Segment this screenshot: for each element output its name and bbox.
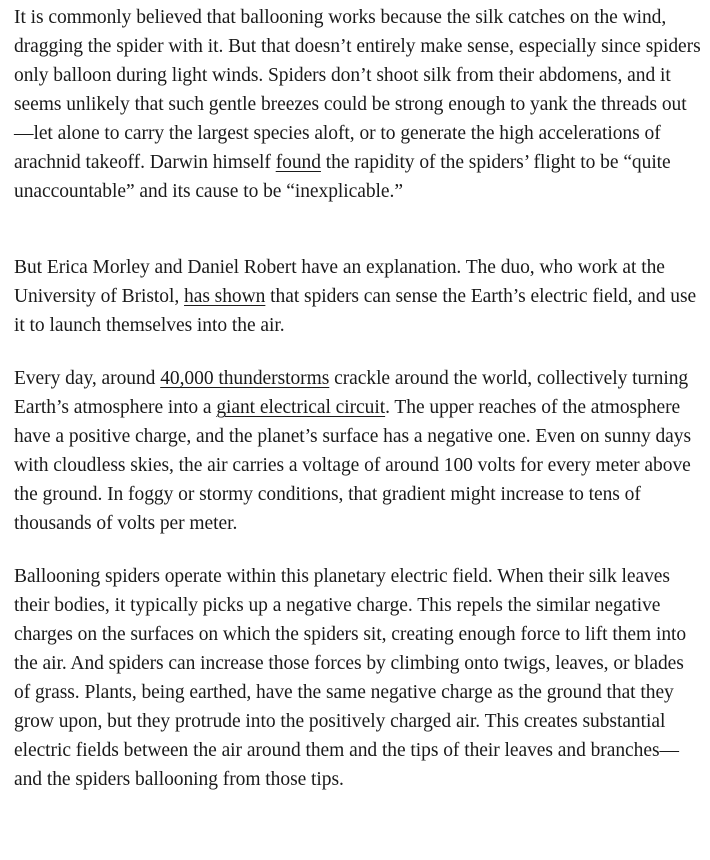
paragraph-1-text-start: It is commonly believed that ballooning works because the silk catches on the wind, dragging the spider with it. But that doesn’t entirely make sense, especially since spiders only balloon during light winds. Spiders don’t shoot silk from their abdomens, and it seems unlikely that such gentle breezes could be strong enough to yank the threads out—let alone to carry the largest species aloft, or to generate the high accelerations of arachnid takeoff. Darwin himself [14,7,701,173]
link-giant-electrical-circuit[interactable]: giant electrical circuit [216,397,386,418]
paragraph-3-text-middle: crackle around the world, collectively turning Earth’s atmosphere into a [14,368,689,418]
paragraph-4 [14,562,704,794]
paragraph-2-text-start: But Erica Morley and Daniel Robert have an explanation. The duo, who work at the University of Bristol, [14,257,665,307]
article-body [14,3,704,794]
paragraph-2-text-end: that spiders can sense the Earth’s electric field, and use it to launch themselves into the air. [14,286,697,336]
paragraph-3-text-end: . The upper reaches of the atmosphere have a positive charge, and the planet’s surface has a negative one. Even on sunny days with cloudless skies, the air carries a voltage of around 100 volts for every meter above the ground. In foggy or stormy conditions, that gradient might increase to tens of thousands of volts per meter. [14,397,692,534]
paragraph-1 [14,3,704,206]
paragraph-3 [14,364,704,538]
paragraph-1-text-end: the rapidity of the spiders’ flight to be “quite unaccountable” and its cause to be “inexplicable.” [14,152,671,202]
paragraph-4-text: Ballooning spiders operate within this planetary electric field. When their silk leaves their bodies, it typically picks up a negative charge. This repels the similar negative charges on the surfaces on which the spiders sit, creating enough force to lift them into the air. And spiders can increase those forces by climbing onto twigs, leaves, or blades of grass. Plants, being earthed, have the same negative charge as the ground that they grow upon, but they protrude into the positively charged air. This creates substantial electric fields between the air around them and the tips of their leaves and branches—and the spiders ballooning from those tips. [14,566,687,790]
paragraph-2 [14,253,704,340]
paragraph-3-text-start: Every day, around [14,368,161,389]
link-40000-thunderstorms[interactable]: 40,000 thunderstorms [160,368,330,389]
link-has-shown[interactable]: has shown [184,286,266,307]
link-found[interactable]: found [275,152,321,173]
